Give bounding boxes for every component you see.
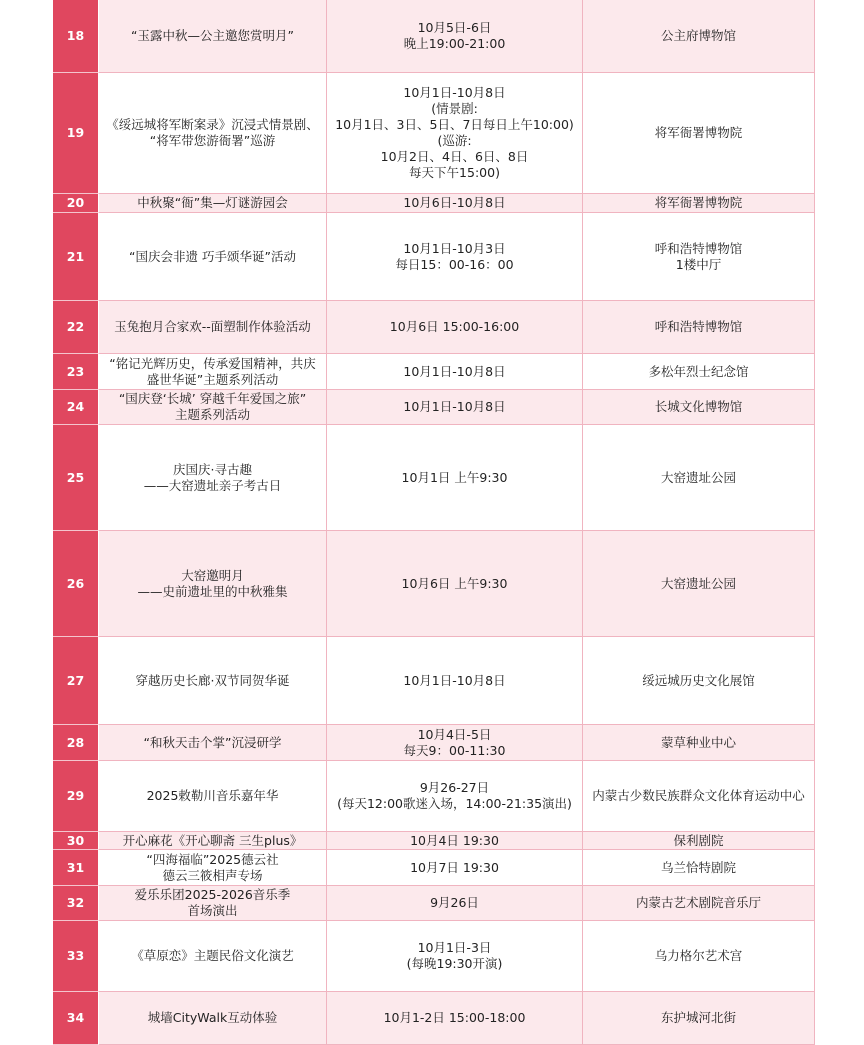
- event-time: 10月1日-10月3日 每日15：00-16：00: [327, 213, 583, 301]
- event-name: 开心麻花《开心聊斋 三生plus》: [99, 832, 327, 850]
- event-name: “国庆登‘长城’ 穿越千年爱国之旅” 主题系列活动: [99, 390, 327, 425]
- row-number: 25: [53, 425, 99, 531]
- event-venue: 保利剧院: [583, 832, 815, 850]
- table-row: [53, 725, 815, 761]
- table-row: [53, 390, 815, 425]
- event-name: “玉露中秋—公主邀您赏明月”: [99, 0, 327, 73]
- event-time: 10月4日 19:30: [327, 832, 583, 850]
- event-venue: 内蒙古艺术剧院音乐厅: [583, 886, 815, 921]
- table-row: [53, 886, 815, 921]
- event-venue: 蒙草种业中心: [583, 725, 815, 761]
- table-row: [53, 73, 815, 194]
- events-table: [53, 0, 815, 1045]
- event-time: 10月1日-10月8日 (情景剧: 10月1日、3日、5日、7日每日上午10:00) (巡游: 10月2日、4日、6日、8日 每天下午15:00): [327, 73, 583, 194]
- table-row: [53, 992, 815, 1045]
- table-row: [53, 531, 815, 637]
- event-time: 10月6日 上午9:30: [327, 531, 583, 637]
- event-venue: 多松年烈士纪念馆: [583, 354, 815, 390]
- event-venue: 将军衙署博物院: [583, 194, 815, 213]
- table-row: [53, 637, 815, 725]
- event-venue: 内蒙古少数民族群众文化体育运动中心: [583, 761, 815, 832]
- row-number: 23: [53, 354, 99, 390]
- event-venue: 将军衙署博物院: [583, 73, 815, 194]
- event-venue: 东护城河北街: [583, 992, 815, 1045]
- event-time: 9月26-27日 (每天12:00歌迷入场，14:00-21:35演出): [327, 761, 583, 832]
- event-name: 中秋聚“衙”集—灯谜游园会: [99, 194, 327, 213]
- table-row: [53, 850, 815, 886]
- event-venue: 呼和浩特博物馆 1楼中厅: [583, 213, 815, 301]
- event-venue: 呼和浩特博物馆: [583, 301, 815, 354]
- event-name: 2025敕勒川音乐嘉年华: [99, 761, 327, 832]
- row-number: 32: [53, 886, 99, 921]
- table-row: [53, 213, 815, 301]
- event-name: 庆国庆·寻古趣 ——大窑遗址亲子考古日: [99, 425, 327, 531]
- event-time: 9月26日: [327, 886, 583, 921]
- event-name: 城墙CityWalk互动体验: [99, 992, 327, 1045]
- event-time: 10月1-2日 15:00-18:00: [327, 992, 583, 1045]
- table-row: [53, 0, 815, 73]
- row-number: 29: [53, 761, 99, 832]
- event-time: 10月1日-10月8日: [327, 637, 583, 725]
- table-row: [53, 761, 815, 832]
- row-number: 26: [53, 531, 99, 637]
- event-name: 玉兔抱月合家欢--面塑制作体验活动: [99, 301, 327, 354]
- event-name: 《绥远城将军断案录》沉浸式情景剧、 “将军带您游衙署”巡游: [99, 73, 327, 194]
- event-time: 10月1日 上午9:30: [327, 425, 583, 531]
- row-number: 30: [53, 832, 99, 850]
- row-number: 31: [53, 850, 99, 886]
- event-name: 大窑邀明月 ——史前遗址里的中秋雅集: [99, 531, 327, 637]
- event-name: 爱乐乐团2025-2026音乐季 首场演出: [99, 886, 327, 921]
- table-row: [53, 425, 815, 531]
- event-name: 《草原恋》主题民俗文化演艺: [99, 921, 327, 992]
- row-number: 24: [53, 390, 99, 425]
- event-venue: 乌兰恰特剧院: [583, 850, 815, 886]
- table-row: [53, 301, 815, 354]
- event-venue: 长城文化博物馆: [583, 390, 815, 425]
- event-time: 10月1日-10月8日: [327, 354, 583, 390]
- table-row: [53, 354, 815, 390]
- event-name: “和秋天击个掌”沉浸研学: [99, 725, 327, 761]
- row-number: 20: [53, 194, 99, 213]
- event-time: 10月7日 19:30: [327, 850, 583, 886]
- row-number: 27: [53, 637, 99, 725]
- event-time: 10月6日-10月8日: [327, 194, 583, 213]
- event-time: 10月5日-6日 晚上19:00-21:00: [327, 0, 583, 73]
- event-time: 10月1日-3日 (每晚19:30开演): [327, 921, 583, 992]
- table-row: [53, 194, 815, 213]
- row-number: 18: [53, 0, 99, 73]
- table-row: [53, 921, 815, 992]
- row-number: 34: [53, 992, 99, 1045]
- event-venue: 大窑遗址公园: [583, 425, 815, 531]
- event-name: “国庆会非遗 巧手颂华诞”活动: [99, 213, 327, 301]
- event-venue: 公主府博物馆: [583, 0, 815, 73]
- row-number: 33: [53, 921, 99, 992]
- event-name: 穿越历史长廊·双节同贺华诞: [99, 637, 327, 725]
- table-row: [53, 832, 815, 850]
- event-venue: 乌力格尔艺术宫: [583, 921, 815, 992]
- row-number: 22: [53, 301, 99, 354]
- event-venue: 绥远城历史文化展馆: [583, 637, 815, 725]
- row-number: 21: [53, 213, 99, 301]
- row-number: 28: [53, 725, 99, 761]
- event-time: 10月6日 15:00-16:00: [327, 301, 583, 354]
- row-number: 19: [53, 73, 99, 194]
- event-time: 10月4日-5日 每天9：00-11:30: [327, 725, 583, 761]
- event-venue: 大窑遗址公园: [583, 531, 815, 637]
- event-name: “铭记光辉历史，传承爱国精神，共庆 盛世华诞”主题系列活动: [99, 354, 327, 390]
- event-name: “四海福临”2025德云社 德云三筱相声专场: [99, 850, 327, 886]
- event-time: 10月1日-10月8日: [327, 390, 583, 425]
